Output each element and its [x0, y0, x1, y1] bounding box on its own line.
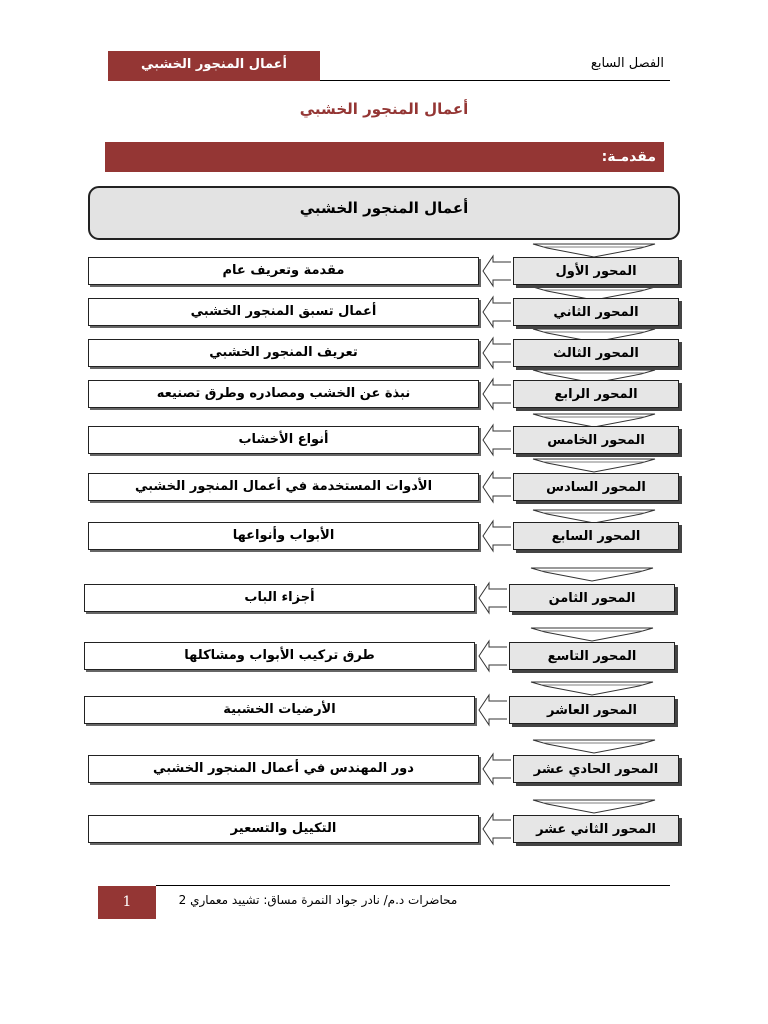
down-arrow-icon	[531, 628, 653, 641]
axis-content: الأدوات المستخدمة في أعمال المنجور الخشبي	[88, 473, 479, 501]
footer-rule	[156, 885, 670, 886]
left-arrow-icon	[483, 379, 511, 409]
axis-label: المحور التاسع	[509, 642, 675, 670]
chapter-label: الفصل السابع	[590, 56, 664, 71]
axis-content: أعمال تسبق المنجور الخشبي	[88, 298, 479, 326]
axis-content: دور المهندس في أعمال المنجور الخشبي	[88, 755, 479, 783]
down-arrow-icon	[533, 244, 655, 257]
axis-content: الأبواب وأنواعها	[88, 522, 479, 550]
axis-label: المحور الرابع	[513, 380, 679, 408]
axis-label: المحور الأول	[513, 257, 679, 285]
axis-label: المحور الخامس	[513, 426, 679, 454]
down-arrow-icon	[531, 568, 653, 581]
page-number: 1	[98, 886, 156, 919]
left-arrow-icon	[483, 297, 511, 327]
down-arrow-icon	[533, 800, 655, 813]
axis-content: مقدمة وتعريف عام	[88, 257, 479, 285]
left-arrow-icon	[483, 814, 511, 844]
left-arrow-icon	[479, 641, 507, 671]
axis-label: المحور السادس	[513, 473, 679, 501]
axis-label: المحور العاشر	[509, 696, 675, 724]
down-arrow-icon	[533, 740, 655, 753]
left-arrow-icon	[479, 583, 507, 613]
axis-label: المحور الثاني عشر	[513, 815, 679, 843]
left-arrow-icon	[483, 338, 511, 368]
axis-content: الأرضيات الخشبية	[84, 696, 475, 724]
down-arrow-icon	[533, 459, 655, 472]
left-arrow-icon	[483, 472, 511, 502]
header-title-box: أعمال المنجور الخشبي	[108, 51, 320, 81]
axis-label: المحور الحادي عشر	[513, 755, 679, 783]
left-arrow-icon	[483, 425, 511, 455]
footer-credits: محاضرات د.م/ نادر جواد النمرة مساق: تشييد معماري 2	[178, 893, 458, 907]
axis-content: التكييل والتسعير	[88, 815, 479, 843]
axis-content: نبذة عن الخشب ومصادره وطرق تصنيعه	[88, 380, 479, 408]
axis-label: المحور الثاني	[513, 298, 679, 326]
axis-label: المحور الثالث	[513, 339, 679, 367]
axis-content: طرق تركيب الأبواب ومشاكلها	[84, 642, 475, 670]
left-arrow-icon	[479, 695, 507, 725]
main-topic-box: أعمال المنجور الخشبي	[88, 186, 680, 240]
left-arrow-icon	[483, 754, 511, 784]
axis-label: المحور الثامن	[509, 584, 675, 612]
down-arrow-icon	[531, 682, 653, 695]
axis-label: المحور السابع	[513, 522, 679, 550]
intro-heading-bar: مقدمـة:	[105, 142, 664, 172]
axis-content: أنواع الأخشاب	[88, 426, 479, 454]
left-arrow-icon	[483, 256, 511, 286]
axis-content: تعريف المنجور الخشبي	[88, 339, 479, 367]
page-title: أعمال المنجور الخشبي	[299, 100, 469, 118]
left-arrow-icon	[483, 521, 511, 551]
axis-content: أجزاء الباب	[84, 584, 475, 612]
